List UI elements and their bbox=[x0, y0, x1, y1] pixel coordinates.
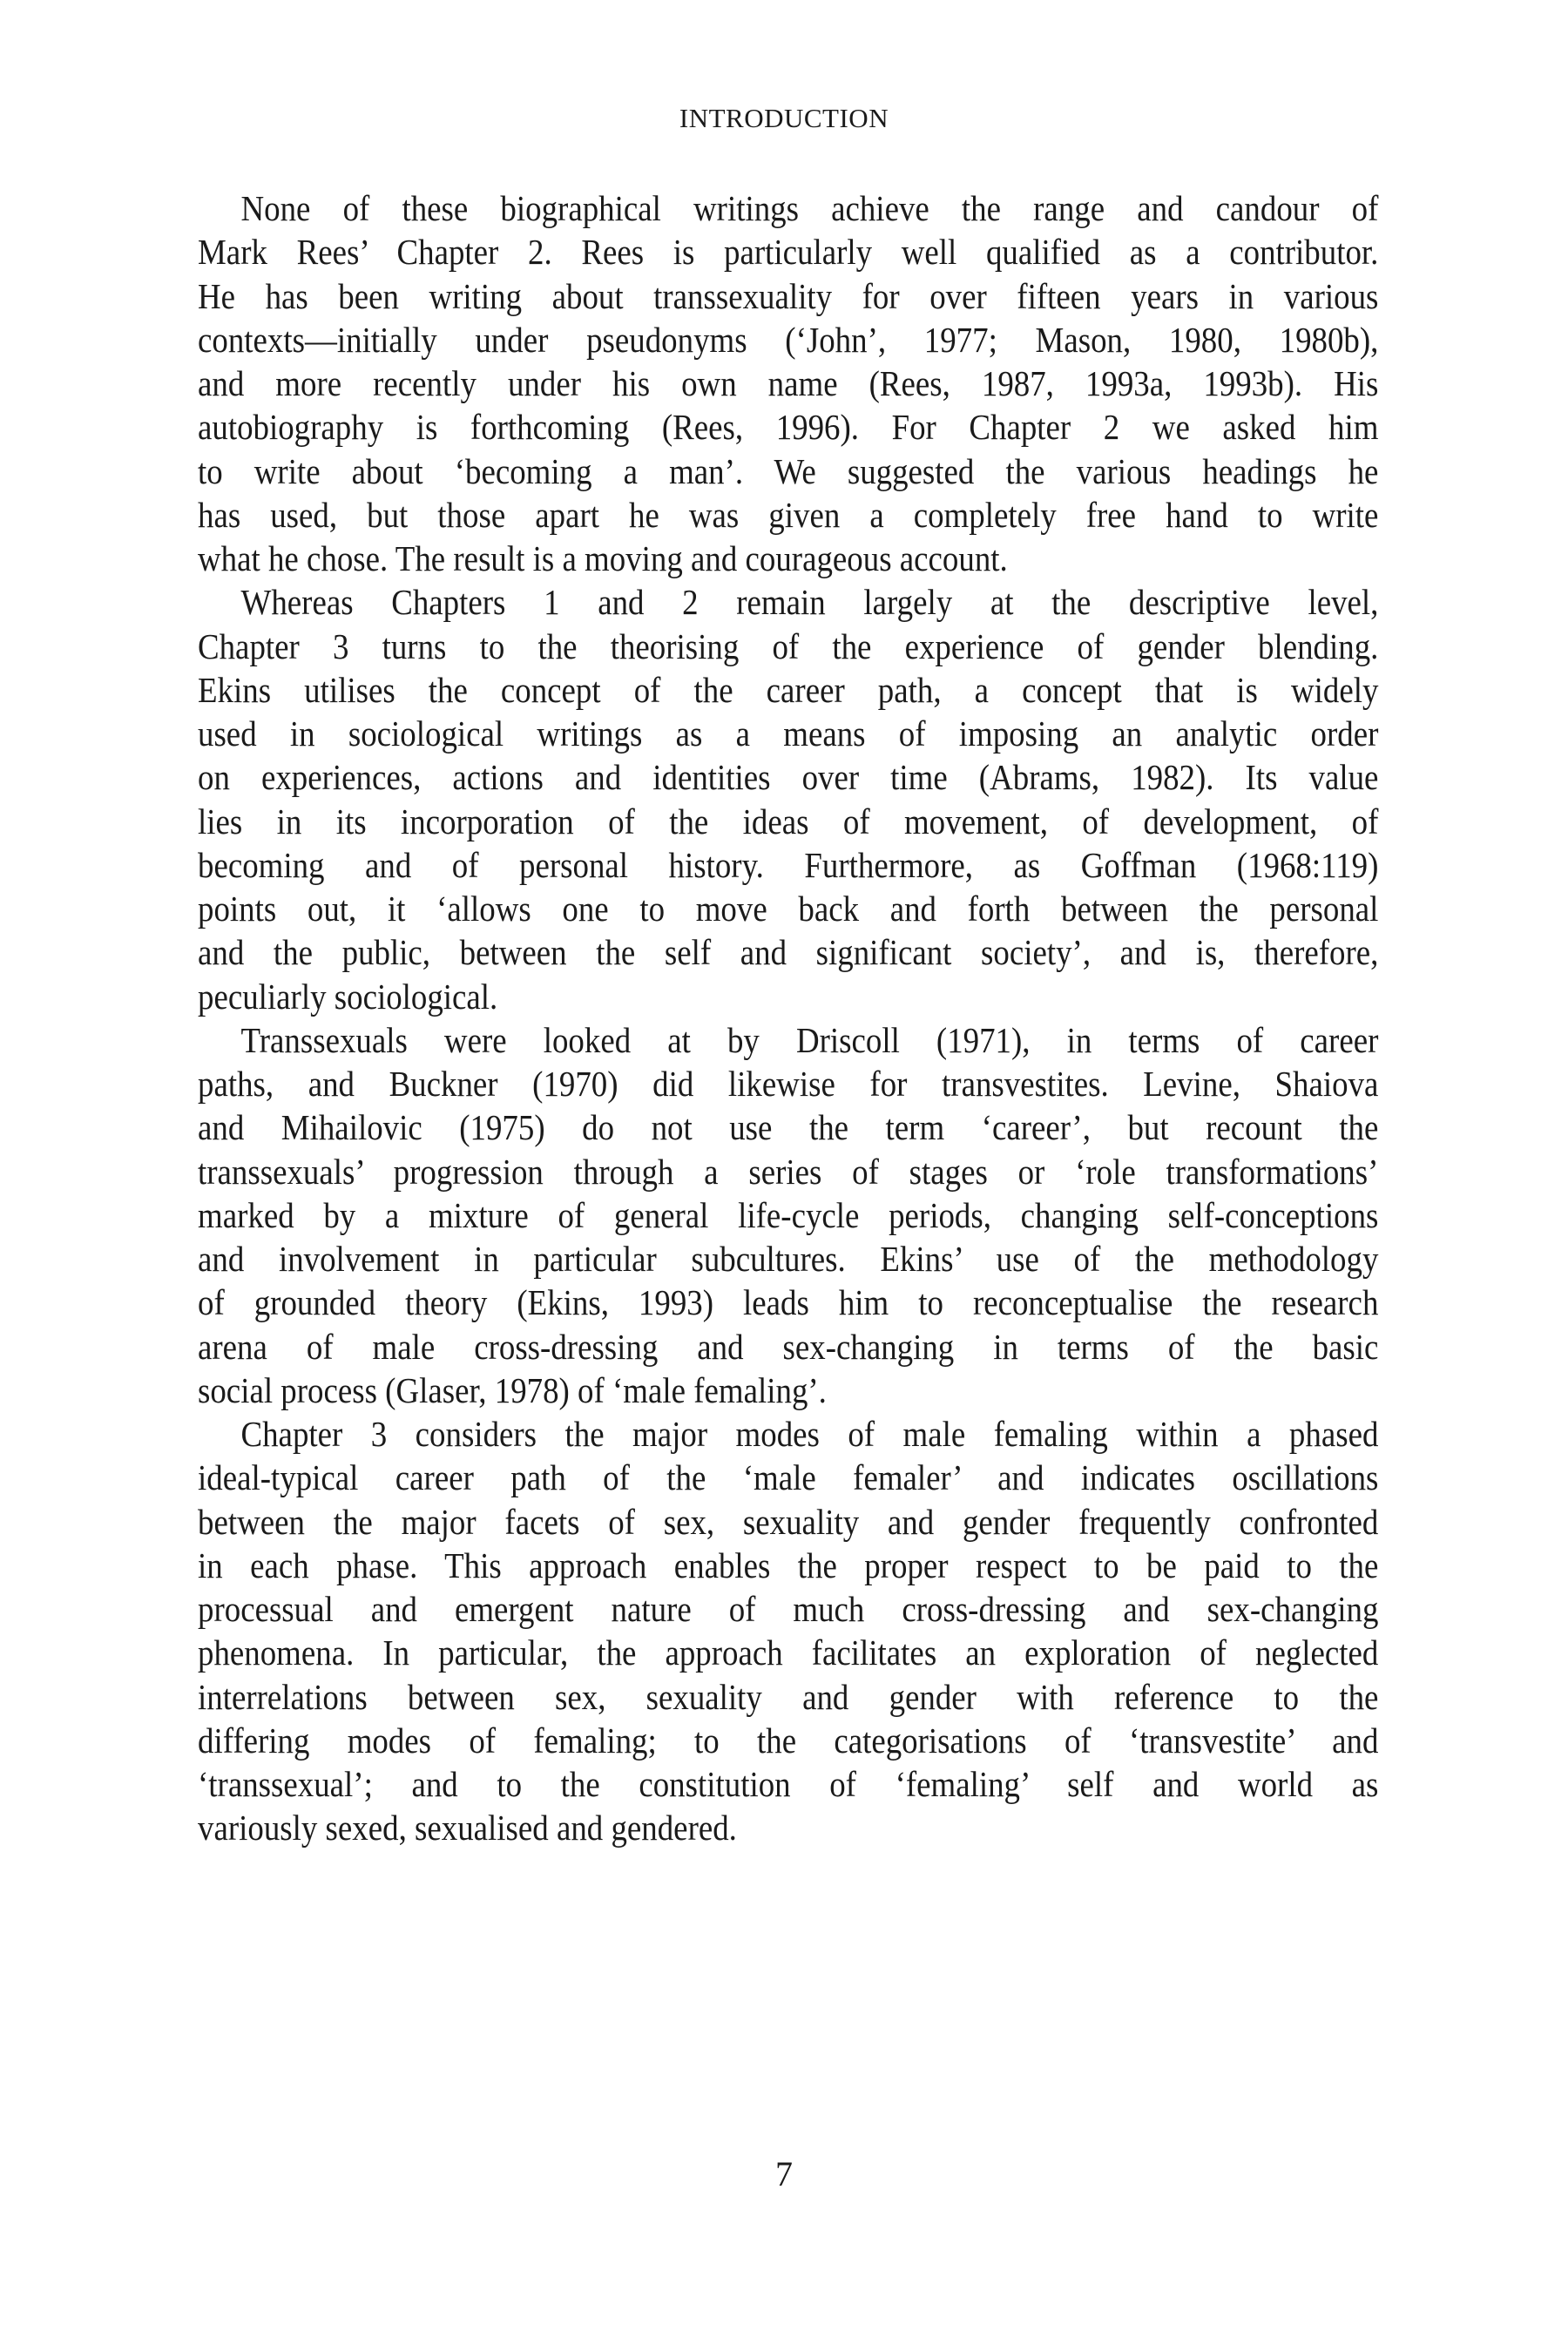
text-line: autobiography is forthcoming (Rees, 1996). For Chapter 2 we asked him bbox=[198, 407, 1379, 448]
text-line: Chapter 3 considers the major modes of male femaling within a phased bbox=[240, 1414, 1379, 1454]
text-line: Whereas Chapters 1 and 2 remain largely at the descriptive level, bbox=[240, 582, 1379, 623]
text-line: and more recently under his own name (Rees, 1987, 1993a, 1993b). His bbox=[198, 363, 1379, 403]
paragraph bbox=[198, 186, 1378, 580]
text-line: He has been writing about transsexuality for over fifteen years in various bbox=[198, 275, 1379, 316]
text-line: used in sociological writings as a means of imposing an analytic order bbox=[198, 713, 1379, 754]
text-line: phenomena. In particular, the approach facilitates an exploration of neglected bbox=[198, 1632, 1379, 1673]
paragraph bbox=[198, 1018, 1378, 1412]
text-line: to write about ‘becoming a man’. We suggested the various headings he bbox=[198, 450, 1379, 491]
text-line: of grounded theory (Ekins, 1993) leads him to reconceptualise the research bbox=[198, 1282, 1379, 1323]
text-line: ‘transsexual’; and to the constitution of ‘femaling’ self and world as bbox=[198, 1764, 1379, 1804]
text-line: ideal-typical career path of the ‘male femaler’ and indicates oscillations bbox=[198, 1457, 1379, 1498]
text-line: Mark Rees’ Chapter 2. Rees is particularly well qualified as a contributor. bbox=[198, 232, 1379, 273]
text-line: marked by a mixture of general life-cycle periods, changing self-conceptions bbox=[198, 1194, 1379, 1235]
text-line: Chapter 3 turns to the theorising of the experience of gender blending. bbox=[198, 625, 1379, 666]
running-head: INTRODUCTION bbox=[679, 103, 889, 133]
text-line: transsexuals’ progression through a series of stages or ‘role transformations’ bbox=[198, 1151, 1379, 1192]
text-line: and the public, between the self and significant society’, and is, therefore, bbox=[198, 932, 1379, 973]
text-line: between the major facets of sex, sexuality and gender frequently confronted bbox=[198, 1501, 1379, 1542]
body-text bbox=[198, 186, 1378, 1850]
text-line: becoming and of personal history. Furthermore, as Goffman (1968:119) bbox=[198, 844, 1379, 885]
text-line: and involvement in particular subcultures. Ekins’ use of the methodology bbox=[198, 1239, 1379, 1279]
text-line: paths, and Buckner (1970) did likewise for transvestites. Levine, Shaiova bbox=[198, 1064, 1379, 1104]
text-line: has used, but those apart he was given a completely free hand to write bbox=[198, 494, 1379, 535]
text-line: arena of male cross-dressing and sex-changing in terms of the basic bbox=[198, 1326, 1379, 1367]
text-line: what he chose. The result is a moving and courageous account. bbox=[198, 538, 1008, 578]
text-line: in each phase. This approach enables the proper respect to be paid to the bbox=[198, 1544, 1379, 1585]
paragraph bbox=[198, 580, 1378, 1018]
text-line: contexts—initially under pseudonyms (‘John’, 1977; Mason, 1980, 1980b), bbox=[198, 319, 1379, 360]
text-line: differing modes of femaling; to the categorisations of ‘transvestite’ and bbox=[198, 1720, 1379, 1761]
page-number: 7 bbox=[775, 2154, 793, 2193]
text-line: Ekins utilises the concept of the career path, a concept that is widely bbox=[198, 669, 1379, 710]
text-line: interrelations between sex, sexuality and gender with reference to the bbox=[198, 1676, 1379, 1717]
text-line: points out, it ‘allows one to move back and forth between the personal bbox=[198, 889, 1379, 929]
text-line: peculiarly sociological. bbox=[198, 976, 498, 1017]
text-line: lies in its incorporation of the ideas of movement, of development, of bbox=[198, 801, 1379, 841]
text-line: None of these biographical writings achieve the range and candour of bbox=[240, 188, 1379, 228]
paragraph bbox=[198, 1412, 1378, 1850]
text-line: variously sexed, sexualised and gendered. bbox=[198, 1808, 737, 1848]
text-line: Transsexuals were looked at by Driscoll (1971), in terms of career bbox=[240, 1019, 1379, 1060]
text-line: on experiences, actions and identities over time (Abrams, 1982). Its value bbox=[198, 757, 1379, 798]
text-line: and Mihailovic (1975) do not use the term ‘career’, but recount the bbox=[198, 1107, 1379, 1148]
text-line: social process (Glaser, 1978) of ‘male femaling’. bbox=[198, 1369, 827, 1410]
text-line: processual and emergent nature of much cross-dressing and sex-changing bbox=[198, 1589, 1379, 1629]
